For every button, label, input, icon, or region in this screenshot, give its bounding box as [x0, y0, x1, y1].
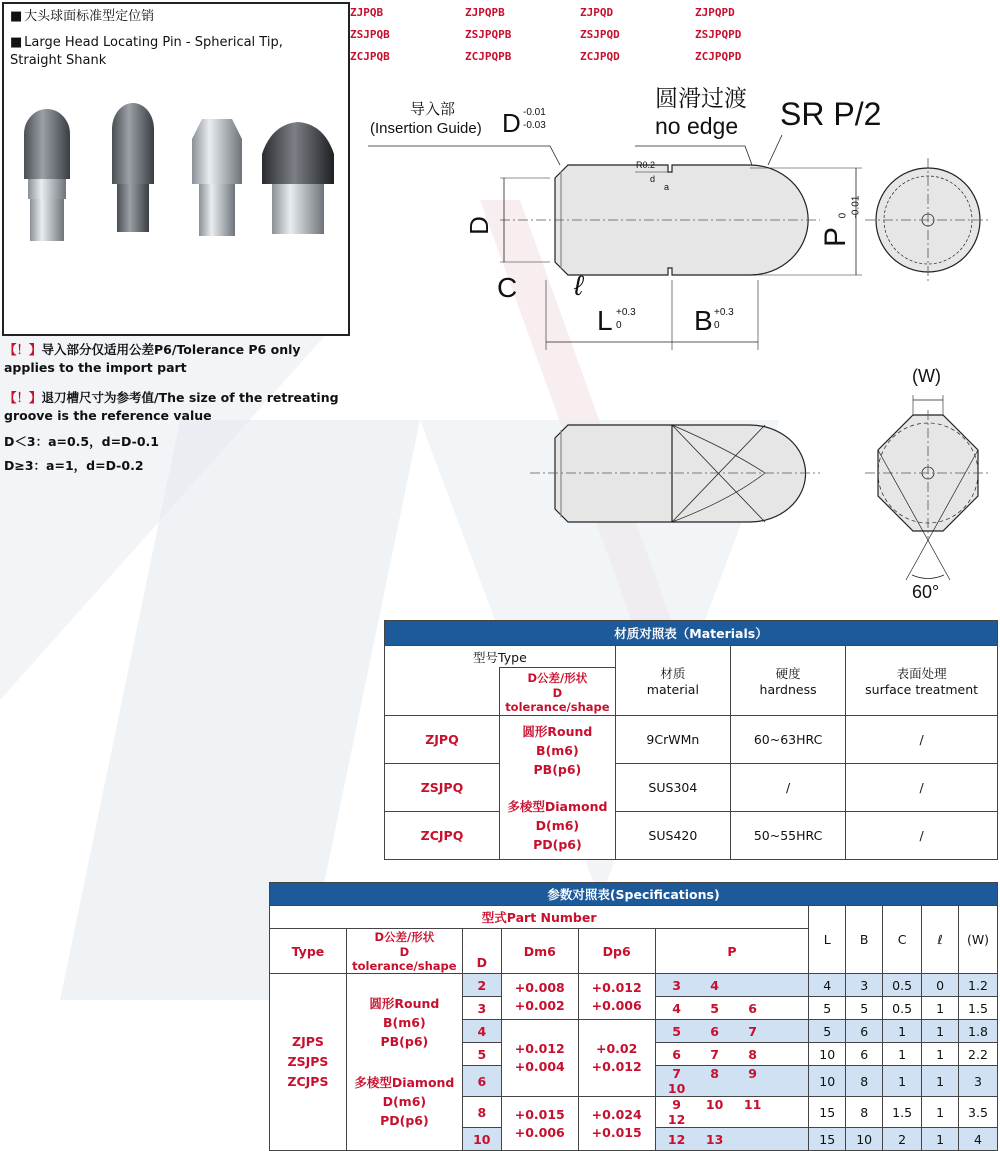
insertion-guide-cn: 导入部 [410, 101, 456, 118]
spec-b: 8 [846, 1066, 883, 1097]
smooth-transition-en: no edge [655, 113, 739, 139]
sr-label: SR P/2 [780, 96, 882, 132]
w-dim-label: (W) [912, 366, 941, 386]
spec-b: 10 [846, 1128, 883, 1151]
surface-value: / [846, 716, 998, 764]
spec-l: 5 [809, 997, 846, 1020]
col-dm6: Dm6 [501, 929, 578, 974]
spec-l: 15 [809, 1097, 846, 1128]
insertion-guide-en: (Insertion Guide) [370, 120, 482, 137]
part-number-header: 型式Part Number [270, 906, 809, 929]
model-code: ZCJPQPB [465, 50, 512, 63]
col-d: D [462, 951, 501, 974]
spec-l: 10 [809, 1043, 846, 1066]
col-l: L [809, 906, 846, 974]
material-type: ZCJPQ [385, 812, 500, 860]
model-code: ZSJPQPB [465, 28, 512, 41]
spec-p: 3 4 [655, 974, 809, 997]
spec-l: 1 [922, 1097, 959, 1128]
material-value: 9CrWMn [615, 716, 730, 764]
shape-header: D公差/形状 D tolerance/shape [499, 668, 615, 716]
l-tolerance: +0.3 0 [616, 307, 636, 331]
col-dp6: Dp6 [578, 929, 655, 974]
spec-p: 12 13 [655, 1128, 809, 1151]
spec-d: 5 [462, 1043, 501, 1066]
p-tolerance: 0 -0.01 [837, 195, 862, 219]
spec-c: 1 [883, 1043, 922, 1066]
spec-l: 4 [809, 974, 846, 997]
l-dim-label: L [597, 305, 613, 336]
spec-l: 0 [922, 974, 959, 997]
note-tolerance [4, 341, 349, 377]
material-value: SUS420 [615, 812, 730, 860]
c-dim-label: C [497, 272, 518, 303]
spec-d: 10 [462, 1128, 501, 1151]
spec-l: 1 [922, 1020, 959, 1043]
d-label-top: D [502, 108, 521, 138]
bullet-icon: ■ [10, 35, 23, 50]
model-code: ZCJPQB [350, 50, 390, 63]
spec-c: 2 [883, 1128, 922, 1151]
p-dim-label: P [819, 226, 853, 248]
spec-d: 3 [462, 997, 501, 1020]
spec-dp6: +0.02 +0.012 [578, 1020, 655, 1097]
spec-b: 3 [846, 974, 883, 997]
specifications-table [269, 882, 998, 1151]
spec-l: 5 [809, 1020, 846, 1043]
spec-l: 1 [922, 1066, 959, 1097]
col-type: Type [270, 929, 347, 974]
spec-w: 2.2 [959, 1043, 998, 1066]
spec-shape: 圆形Round B(m6) PB(p6) 多棱型Diamond D(m6) PD(p6) [346, 974, 462, 1151]
b-dim-label: B [694, 305, 713, 336]
model-code: ZSJPQPD [695, 28, 742, 41]
warning-icon: 【！】 [4, 342, 42, 357]
bullet-icon: ■ [10, 9, 23, 24]
hardness-value: / [730, 764, 845, 812]
a-small-label: a [664, 182, 670, 192]
pins-photo [4, 94, 348, 254]
d-dim-label: D [463, 216, 494, 235]
spec-w: 3 [959, 1066, 998, 1097]
spec-b: 5 [846, 997, 883, 1020]
col-shape: D公差/形状 D tolerance/shape [346, 929, 462, 974]
warning-icon: 【！】 [4, 390, 42, 405]
type-label: 型号Type [385, 646, 616, 668]
specs-title: 参数对照表(Specifications) [270, 883, 998, 906]
spec-b: 6 [846, 1020, 883, 1043]
spec-dp6: +0.024 +0.015 [578, 1097, 655, 1151]
col-ell: ℓ [922, 906, 959, 974]
spec-c: 1.5 [883, 1097, 922, 1128]
spec-p: 7 8 910 [655, 1066, 809, 1097]
model-code: ZSJPQB [350, 28, 390, 41]
r-label: R0.2 [636, 160, 656, 170]
d-small-label: d [650, 174, 656, 184]
spec-l: 15 [809, 1128, 846, 1151]
spec-p: 6 7 8 [655, 1043, 809, 1066]
spec-p: 5 6 7 [655, 1020, 809, 1043]
material-type: ZJPQ [385, 716, 500, 764]
model-code: ZJPQD [580, 6, 614, 19]
spec-dm6: +0.012 +0.004 [501, 1020, 578, 1097]
spec-c: 1 [883, 1020, 922, 1043]
col-c: C [883, 906, 922, 974]
model-code: ZSJPQD [580, 28, 620, 41]
spec-c: 0.5 [883, 974, 922, 997]
spec-l: 10 [809, 1066, 846, 1097]
technical-drawing [350, 90, 1000, 610]
d-tolerance: -0.01 -0.03 [523, 107, 546, 131]
model-code: ZCJPQPD [695, 50, 742, 63]
spec-w: 1.2 [959, 974, 998, 997]
note-small-d: D＜3：a=0.5，d=D-0.1 [4, 434, 159, 449]
spec-dm6: +0.008 +0.002 [501, 974, 578, 1020]
spec-w: 1.8 [959, 1020, 998, 1043]
spec-p: 9 10 1112 [655, 1097, 809, 1128]
spec-d: 4 [462, 1020, 501, 1043]
spec-p: 4 5 6 [655, 997, 809, 1020]
product-title-en: Large Head Locating Pin - Spherical Tip, Straight Shank [10, 35, 283, 68]
spec-w: 4 [959, 1128, 998, 1151]
hardness-value: 60~63HRC [730, 716, 845, 764]
spec-c: 0.5 [883, 997, 922, 1020]
hardness-value: 50~55HRC [730, 812, 845, 860]
material-value: SUS304 [615, 764, 730, 812]
spec-dp6: +0.012 +0.006 [578, 974, 655, 1020]
note-large-d: D≥3：a=1，d=D-0.2 [4, 458, 144, 473]
col-surface: 表面处理 surface treatment [846, 646, 998, 716]
material-type: ZSJPQ [385, 764, 500, 812]
note-groove [4, 389, 349, 425]
materials-table [384, 620, 998, 860]
spec-w: 1.5 [959, 997, 998, 1020]
spec-types: ZJPS ZSJPS ZCJPS [270, 974, 347, 1151]
col-p: P [655, 929, 809, 974]
spec-w: 3.5 [959, 1097, 998, 1128]
b-tolerance: +0.3 0 [714, 307, 734, 331]
spec-row [270, 974, 998, 997]
angle-label: 60° [912, 582, 940, 602]
product-photo-box [2, 2, 350, 336]
spec-b: 6 [846, 1043, 883, 1066]
spec-d: 8 [462, 1097, 501, 1128]
col-b: B [846, 906, 883, 974]
title-cn-line [10, 8, 154, 26]
product-title-cn: 大头球面标准型定位销 [24, 9, 155, 24]
spec-c: 1 [883, 1066, 922, 1097]
surface-value: / [846, 812, 998, 860]
note-groove-text: 退刀槽尺寸为参考值/The size of the retreating groove is the reference value [4, 390, 339, 423]
spec-l: 1 [922, 1128, 959, 1151]
surface-value: / [846, 764, 998, 812]
model-code: ZJPQPD [695, 6, 735, 19]
l-small-dim-label: ℓ [574, 270, 584, 301]
title-en-line [10, 34, 330, 70]
spec-dm6: +0.015 +0.006 [501, 1097, 578, 1151]
spec-d: 2 [462, 974, 501, 997]
model-code: ZJPQPB [465, 6, 505, 19]
col-w: (W) [959, 906, 998, 974]
col-hardness: 硬度 hardness [730, 646, 845, 716]
spec-b: 8 [846, 1097, 883, 1128]
smooth-transition-cn: 圆滑过渡 [655, 85, 747, 111]
model-code: ZJPQB [350, 6, 384, 19]
model-code: ZCJPQD [580, 50, 620, 63]
note-tolerance-text: 导入部分仅适用公差P6/Tolerance P6 only applies to the import part [4, 342, 301, 375]
spec-l: 1 [922, 997, 959, 1020]
spec-d: 6 [462, 1066, 501, 1097]
shape-cell: 圆形Round B(m6) PB(p6) 多棱型Diamond D(m6) PD(p6) [499, 716, 615, 860]
materials-title: 材质对照表（Materials） [385, 621, 998, 646]
spec-l: 1 [922, 1043, 959, 1066]
col-material: 材质 material [615, 646, 730, 716]
